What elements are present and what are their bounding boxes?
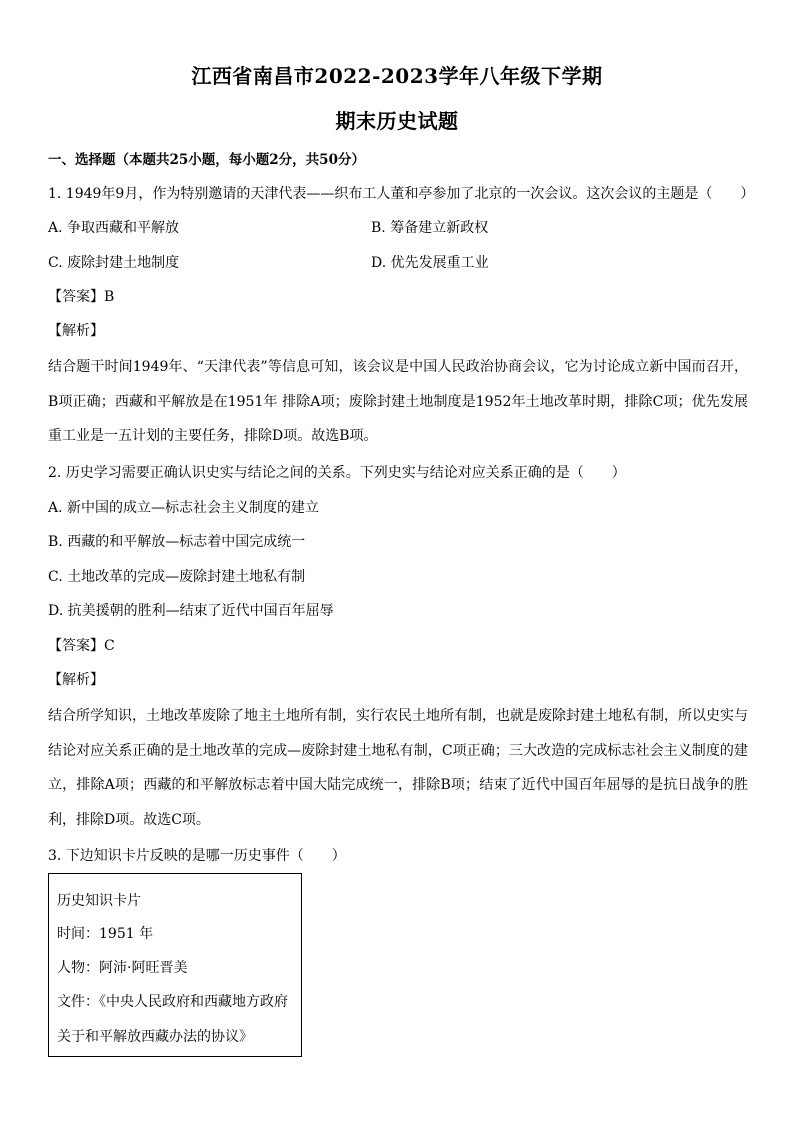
question-2-analysis: 结合所学知识，土地改革废除了地主土地所有制，实行农民土地所有制，也就是废除封建土地私有制，所以史实与结论对应关系正确的是土地改革的完成—废除封建土地私有制，C项正确；三大改造的完成标志社会主义制度的建立，排除A项；西藏的和平解放标志着中国大陆完成统一，排除B项；结束了近代中国百年屈辱的是抗日战争的胜利，排除D项。故选C项。: [48, 708, 748, 829]
section-heading: 一、选择题（本题共25小题，每小题2分，共50分）: [48, 152, 365, 168]
question-1-option-c: C. 废除封建土地制度: [48, 255, 180, 271]
card-person: 人物：阿沛·阿旺晋美: [57, 960, 188, 976]
card-document-line1: 文件：《中央人民政府和西藏地方政府: [57, 994, 288, 1010]
question-1-answer: 【答案】B: [48, 289, 115, 305]
question-2-option-a: A. 新中国的成立—标志社会主义制度的建立: [48, 500, 320, 516]
question-2-option-d: D. 抗美援朝的胜利—结束了近代中国百年屈辱: [48, 603, 334, 619]
card-time: 时间：1951 年: [57, 926, 154, 942]
question-1-option-d: D. 优先发展重工业: [371, 255, 489, 271]
question-2-stem: 2. 历史学习需要正确认识史实与结论之间的关系。下列史实与结论对应关系正确的是（ ）: [48, 465, 626, 481]
question-2-option-c: C. 土地改革的完成—废除封建土地私有制: [48, 569, 306, 585]
question-1-analysis: 结合题干时间1949年、“天津代表”等信息可知，该会议是中国人民政治协商会议，它为讨论成立新中国而召开，B项正确；西藏和平解放是在1951年 排除A项；废除封建土地制度是1952年土地改革时期，排除C项；优先发展重工业是一五计划的主要任务，排除D项。故选B项。: [48, 359, 748, 445]
card-title: 历史知识卡片: [57, 893, 141, 909]
question-1-option-b: B. 筹备建立新政权: [371, 220, 489, 236]
question-1-stem: 1. 1949年9月，作为特别邀请的天津代表——织布工人董和亭参加了北京的一次会议。这次会议的主题是（ ）: [48, 186, 755, 202]
question-1-option-a: A. 争取西藏和平解放: [48, 220, 180, 236]
question-3-stem: 3. 下边知识卡片反映的是哪一历史事件（ ）: [48, 848, 346, 864]
document-title: 江西省南昌市2022-2023学年八年级下学期: [191, 64, 603, 88]
knowledge-card: [48, 873, 302, 1057]
question-2-analysis-label: 【解析】: [48, 672, 104, 688]
question-1-analysis-label: 【解析】: [48, 323, 104, 339]
question-2-option-b: B. 西藏的和平解放—标志着中国完成统一: [48, 534, 306, 550]
document-subtitle: 期末历史试题: [335, 109, 459, 133]
question-2-answer: 【答案】C: [48, 638, 115, 654]
card-document-line2: 关于和平解放西藏办法的协议》: [57, 1029, 253, 1045]
